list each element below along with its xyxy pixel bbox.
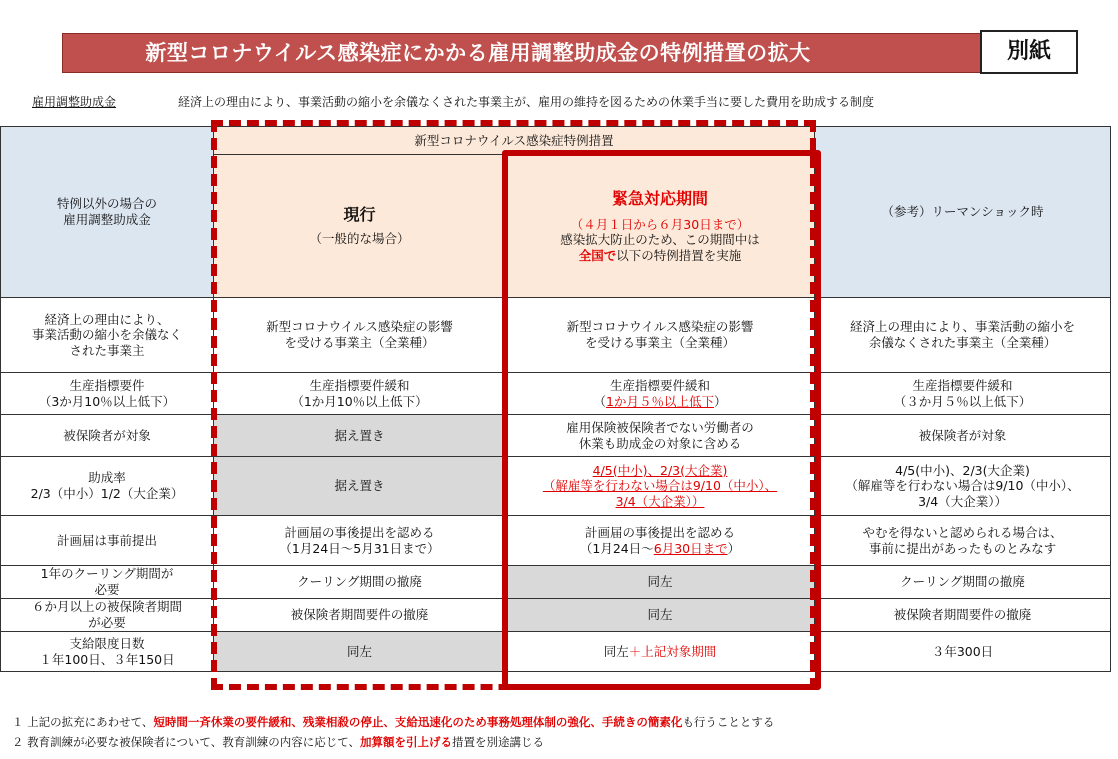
header-emergency: [506, 155, 815, 298]
emergency-line3-rest: 以下の特例措置を実施: [616, 247, 742, 263]
table-row: [1, 632, 1111, 672]
current-cell: 同左: [214, 632, 506, 672]
attachment-tag: 別紙: [980, 30, 1078, 74]
emergency-cell: [506, 516, 815, 566]
row-label: 支給限度日数 １年100日、３年150日: [1, 632, 214, 672]
emergency-highlight: 6月30日まで: [653, 540, 728, 556]
paren-close: ）: [713, 393, 727, 409]
table-row: [1, 516, 1111, 566]
emergency-cell: 雇用保険被保険者でない労働者の 休業も助成金の対象に含める: [506, 415, 815, 457]
emergency-cell: [506, 457, 815, 516]
header-lehman-reference: （参考）リーマンショック時: [815, 127, 1111, 298]
lehman-cell: 生産指標要件緩和 （３か月５％以上低下）: [815, 373, 1111, 415]
current-cell: 被保険者期間要件の撤廃: [214, 599, 506, 632]
lehman-cell: ３年300日: [815, 632, 1111, 672]
definition-label: 雇用調整助成金: [32, 95, 117, 109]
paren-close: ）: [727, 540, 741, 556]
current-cell: 据え置き: [214, 457, 506, 516]
lehman-cell: やむを得ないと認められる場合は、 事前に提出があったものとみなす: [815, 516, 1111, 566]
paren-open: （: [593, 393, 607, 409]
table-row: [1, 415, 1111, 457]
lehman-cell: 経済上の理由により、事業活動の縮小を 余儀なくされた事業主（全業種）: [815, 298, 1111, 373]
emergency-nationwide: 全国で: [578, 247, 617, 263]
footnote-2: [12, 734, 544, 750]
emergency-line3: [508, 248, 812, 264]
lehman-cell: 4/5(中小)、2/3(大企業) （解雇等を行わない場合は9/10（中小）、 3/4（大企業））: [815, 457, 1111, 516]
current-cell: 新型コロナウイルス感染症の影響 を受ける事業主（全業種）: [214, 298, 506, 373]
header-current: [214, 155, 506, 298]
footnote-text-pre: 教育訓練が必要な被保険者について、教育訓練の内容に応じて、: [27, 735, 360, 749]
lehman-cell: 被保険者期間要件の撤廃: [815, 599, 1111, 632]
row-label: 経済上の理由により、 事業活動の縮小を余儀なく された事業主: [1, 298, 214, 373]
emergency-title: 緊急対応期間: [612, 188, 709, 208]
footnote-number: ２: [12, 735, 24, 749]
emergency-cell-line1: 生産指標要件緩和: [610, 377, 711, 393]
current-cell: クーリング期間の撤廃: [214, 566, 506, 599]
definition-text: 経済上の理由により、事業活動の縮小を余儀なくされた事業主が、雇用の維持を図るための休業手当に要した費用を助成する制度: [178, 95, 875, 109]
footnote-text-post: 措置を別途講じる: [451, 735, 544, 749]
header-non-special: 特例以外の場合の 雇用調整助成金: [1, 127, 214, 298]
footnote-highlight: 短時間一斉休業の要件緩和、残業相殺の停止、支給迅速化のため事務処理体制の強化、手続きの簡素化: [153, 715, 683, 729]
comparison-table: [0, 126, 1111, 672]
table-row: [1, 298, 1111, 373]
emergency-cell: 同左: [506, 599, 815, 632]
emergency-rate-line1: 4/5(中小)、2/3(大企業): [592, 462, 728, 478]
lehman-cell: クーリング期間の撤廃: [815, 566, 1111, 599]
table-row: [1, 457, 1111, 516]
footnote-text-pre: 上記の拡充にあわせて、: [27, 715, 154, 729]
emergency-period: （４月１日から６月30日まで）: [570, 216, 750, 232]
current-cell: 生産指標要件緩和 （1か月10％以上低下）: [214, 373, 506, 415]
current-cell: 計画届の事後提出を認める （1月24日～5月31日まで）: [214, 516, 506, 566]
emergency-rate-line3: 3/4（大企業））: [615, 493, 705, 509]
footnote-highlight: 加算額を引上げる: [359, 735, 452, 749]
emergency-cell: [506, 373, 815, 415]
row-label: 計画届は事前提出: [1, 516, 214, 566]
emergency-cell-line1: 計画届の事後提出を認める: [585, 524, 736, 540]
footnote-number: １: [12, 715, 24, 729]
row-label: 1年のクーリング期間が 必要: [1, 566, 214, 599]
emergency-same: 同左: [603, 643, 629, 659]
header-special-group: 新型コロナウイルス感染症特例措置: [214, 127, 815, 155]
emergency-cell: 新型コロナウイルス感染症の影響 を受ける事業主（全業種）: [506, 298, 815, 373]
emergency-cell: 同左: [506, 566, 815, 599]
footnote-1: [12, 714, 774, 730]
title-banner: [62, 33, 1044, 73]
row-label: ６か月以上の被保険者期間 が必要: [1, 599, 214, 632]
row-label: 被保険者が対象: [1, 415, 214, 457]
emergency-rate-line2: （解雇等を行わない場合は9/10（中小）、: [542, 478, 778, 494]
current-subtitle: （一般的な場合）: [309, 231, 410, 247]
lehman-cell: 被保険者が対象: [815, 415, 1111, 457]
table-row: [1, 599, 1111, 632]
emergency-cell-line2: [508, 394, 812, 410]
current-cell: 据え置き: [214, 415, 506, 457]
emergency-highlight: 1か月５％以上低下: [606, 393, 714, 409]
table-row: [1, 373, 1111, 415]
current-title: 現行: [343, 205, 376, 225]
footnote-text-post: も行うこととする: [682, 715, 775, 729]
row-label: 助成率 2/3（中小）1/2（大企業）: [1, 457, 214, 516]
emergency-cell: [506, 632, 815, 672]
date-prefix: （1月24日～: [579, 540, 654, 556]
row-label: 生産指標要件 （3か月10％以上低下）: [1, 373, 214, 415]
table-row: [1, 566, 1111, 599]
emergency-line2: 感染拡大防止のため、この期間中は: [560, 232, 760, 248]
emergency-cell-line2: [508, 541, 812, 557]
emergency-highlight: ＋上記対象期間: [628, 643, 717, 659]
page-title: 新型コロナウイルス感染症にかかる雇用調整助成金の特例措置の拡大: [145, 41, 811, 65]
